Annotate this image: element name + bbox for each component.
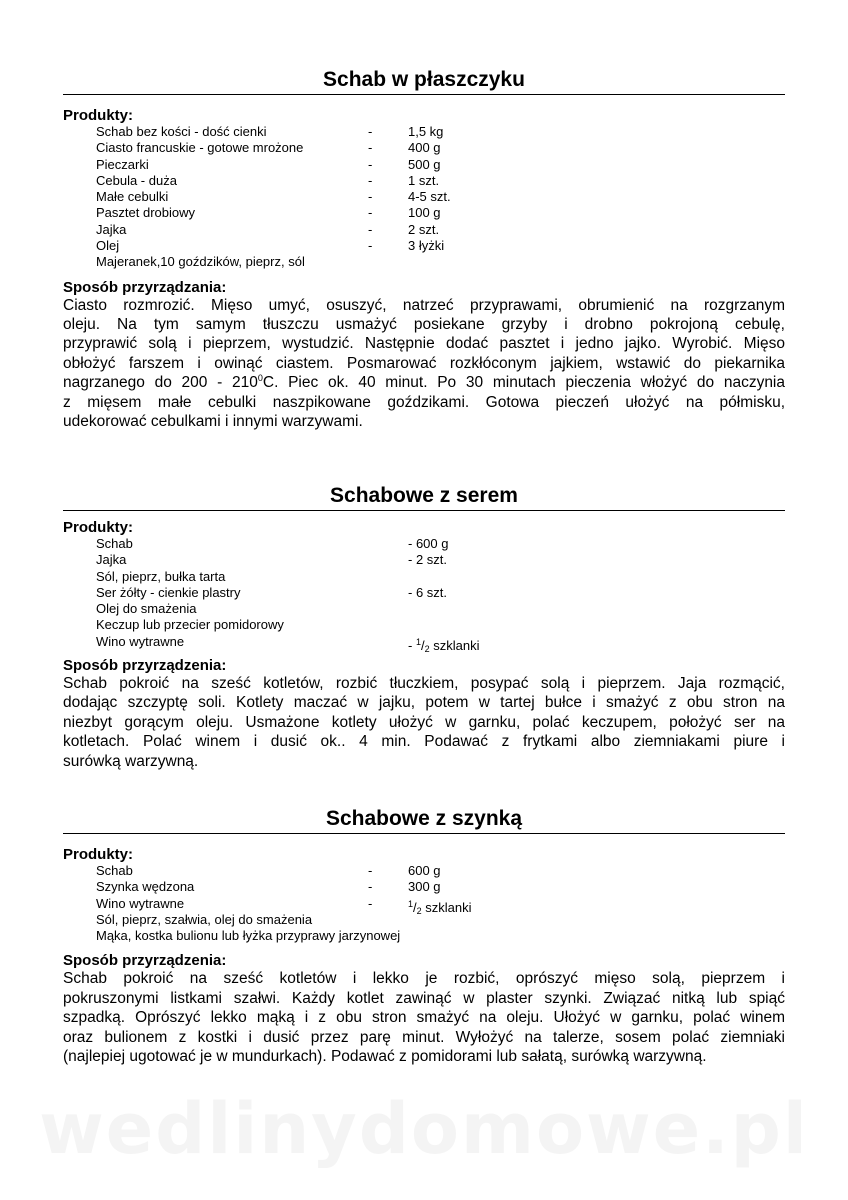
- ingredient-dash: -: [368, 238, 373, 254]
- method-line: pokruszonymi listkami szałwi. Każdy kotlet zawinąć w plaster szynki. Związać nitką lub spiąć: [63, 989, 785, 1007]
- ingredient-qty: - 2 szt.: [408, 552, 448, 568]
- method-label: Sposób przyrządzenia:: [63, 952, 227, 970]
- recipe-schabowe-z-szynka: [63, 807, 785, 1066]
- ingredient-qty: - 6 szt.: [408, 584, 448, 600]
- ingredient-name: Cebula - duża: [96, 172, 177, 188]
- method-line: oraz bulionem z kostki i dusić przez parę minut. Wyłożyć na talerze, sosem polać ziemniaki: [63, 1028, 785, 1046]
- ingredient-row: [63, 222, 785, 238]
- method-label: Sposób przyrządzania:: [63, 278, 227, 296]
- ingredient-dash: -: [368, 189, 373, 205]
- recipe-schabowe-z-serem: [63, 484, 785, 771]
- ingredient-row: [63, 617, 785, 633]
- ingredient-dash: -: [368, 124, 373, 139]
- fraction-denominator: 2: [424, 643, 430, 654]
- method-line: szpadką. Oprószyć lekko mąką i z obu stron smażyć na oleju. Ułożyć w garnku, polać winem: [63, 1009, 785, 1027]
- recipe-title: Schabowe z serem: [63, 484, 785, 511]
- ingredient-qty: 100 g: [408, 205, 441, 221]
- ingredient-row: [63, 254, 785, 270]
- ingredient-row: [63, 912, 785, 928]
- ingredient-qty: 3 łyżki: [408, 238, 445, 254]
- recipe-title: Schabowe z szynką: [63, 807, 785, 834]
- ingredient-qty: 2 szt.: [408, 221, 440, 237]
- ingredient-name: Majeranek,10 goździków, pieprz, sól: [96, 254, 305, 270]
- ingredient-name: Szynka wędzona: [96, 879, 195, 895]
- ingredient-qty: 1 szt.: [408, 172, 440, 188]
- ingredient-name: Olej: [96, 238, 120, 254]
- watermark: wedlinydomowe.pl: [39, 1088, 809, 1170]
- ingredient-name: Sól, pieprz, szałwia, olej do smażenia: [96, 911, 313, 927]
- products-label: Produkty:: [63, 846, 134, 863]
- ingredient-dash: -: [368, 879, 373, 895]
- fraction-numerator: 1: [415, 636, 421, 647]
- fraction-denominator: 2: [416, 905, 422, 916]
- method-line: (najlepiej ugotować je w mundurkach). Podawać z pomidorami lub sałatą, surówką warzywną.: [63, 1048, 707, 1066]
- method-line: Schab pokroić na sześć kotletów, rozbić tłuczkiem, posypać solą i pieprzem. Jaja rozmącić,: [63, 675, 785, 693]
- method-line-part: C. Piec ok. 40 minut. Po 30 minutach pieczenia włożyć do naczynia: [262, 374, 785, 392]
- ingredient-name: Schab: [96, 536, 133, 551]
- ingredient-dash: -: [368, 205, 373, 221]
- ingredient-qty: 300 g: [408, 879, 441, 895]
- ingredient-name: Keczup lub przecier pomidorowy: [96, 617, 284, 633]
- ingredient-name: Mąka, kostka bulionu lub łyżka przyprawy jarzynowej: [96, 928, 401, 944]
- ingredient-list: [63, 863, 785, 944]
- ingredient-dash: -: [408, 637, 416, 653]
- recipe-title: Schab w płaszczyku: [63, 68, 785, 95]
- method-line: Ciasto rozmrozić. Mięso umyć, osuszyć, natrzeć przyprawami, obrumienić na rozgrzanym: [63, 296, 785, 314]
- ingredient-qty: 4-5 szt.: [408, 189, 451, 205]
- ingredient-row: [63, 173, 785, 189]
- method-line: surówką warzywną.: [63, 752, 199, 770]
- ingredient-qty: 500 g: [408, 156, 441, 172]
- ingredient-row: [63, 157, 785, 173]
- ingredient-row: [63, 895, 785, 916]
- ingredient-row: [63, 205, 785, 221]
- method-line: udekorować cebulkami i innymi warzywami.: [63, 413, 363, 431]
- ingredient-name: Małe cebulki: [96, 189, 169, 205]
- ingredient-dash: -: [368, 895, 373, 911]
- ingredient-name: Schab: [96, 863, 133, 878]
- ingredient-row: [63, 238, 785, 254]
- ingredient-name: Jajka: [96, 552, 127, 568]
- ingredient-name: Schab bez kości - dość cienki: [96, 124, 267, 139]
- method-line: niezbyt gorącym oleju. Usmażone kotlety ułożyć w garnku, polać keczupem, położyć ser na: [63, 713, 785, 731]
- method-line: oleju. Na tym samym tłuszczu usmażyć posiekane grzyby i drobno pokrojoną cebulę,: [63, 316, 785, 334]
- ingredient-row: [63, 536, 785, 552]
- ingredient-name: Wino wytrawne: [96, 633, 185, 649]
- ingredient-row: [63, 585, 785, 601]
- ingredient-name: Sól, pieprz, bułka tarta: [96, 568, 226, 584]
- ingredient-dash: -: [368, 221, 373, 237]
- ingredient-row: [63, 601, 785, 617]
- ingredient-unit: szklanki: [421, 899, 472, 915]
- method-text: [63, 674, 785, 771]
- ingredient-qty: 400 g: [408, 140, 441, 156]
- method-text: [63, 296, 785, 432]
- method-line: [63, 373, 785, 392]
- ingredient-row: [63, 189, 785, 205]
- ingredient-qty: 1,5 kg: [408, 124, 444, 139]
- ingredient-qty: - 600 g: [408, 536, 449, 551]
- ingredient-dash: -: [368, 172, 373, 188]
- ingredient-qty: $^1$/2 szklanki: [408, 898, 472, 916]
- ingredient-name: Jajka: [96, 221, 127, 237]
- ingredient-row: [63, 928, 785, 944]
- fraction-numerator: 1: [408, 898, 414, 909]
- method-line: z mięsem małe cebulki naszpikowane goździkami. Gotowa pieczeń ułożyć na półmisku,: [63, 393, 785, 411]
- ingredient-unit: szklanki: [429, 637, 480, 653]
- ingredient-row: [63, 140, 785, 156]
- method-text: [63, 969, 785, 1066]
- ingredient-name: Pieczarki: [96, 156, 149, 172]
- ingredient-name: Ciasto francuskie - gotowe mrożone: [96, 140, 304, 156]
- ingredient-row: [63, 863, 785, 879]
- method-line: przyprawić solą i pieprzem, wystudzić. Następnie dodać pasztet i jedno jajko. Wyrobić. Mięso: [63, 335, 785, 353]
- ingredient-name: Olej do smażenia: [96, 601, 197, 617]
- method-line: kotletach. Polać winem i dusić ok.. 4 min. Podawać z frytkami albo ziemniakami piure i: [63, 733, 785, 751]
- products-label: Produkty:: [63, 519, 134, 536]
- ingredient-name: Wino wytrawne: [96, 895, 185, 911]
- degree-superscript: 0: [257, 373, 263, 384]
- products-label: Produkty:: [63, 107, 134, 124]
- ingredient-row: [63, 633, 785, 654]
- method-line: dodając szczyptę soli. Kotlety maczać w jajku, potem w tartej bułce i smażyć z obu stron na: [63, 694, 785, 712]
- ingredient-row: [63, 552, 785, 568]
- ingredient-name: Pasztet drobiowy: [96, 205, 195, 221]
- ingredient-row: [63, 124, 785, 140]
- ingredient-qty: - $^1$/2 szklanki: [408, 636, 480, 654]
- method-line: Schab pokroić na sześć kotletów i lekko je rozbić, oprószyć mięso solą, pieprzem i: [63, 970, 785, 988]
- ingredient-dash: -: [368, 156, 373, 172]
- method-line-part: nagrzanego do 200 - 210: [63, 374, 258, 392]
- recipe-schab-w-plaszczyku: [63, 68, 785, 431]
- ingredient-name: Ser żółty - cienkie plastry: [96, 584, 241, 600]
- ingredient-list: [63, 124, 785, 271]
- method-label: Sposób przyrządzenia:: [63, 657, 227, 675]
- ingredient-row: [63, 569, 785, 585]
- ingredient-dash: -: [368, 140, 373, 156]
- method-line: obłożyć farszem i owinąć ciastem. Posmarować rozkłóconym jajkiem, wstawić do piekarnika: [63, 354, 785, 372]
- ingredient-row: [63, 879, 785, 895]
- ingredient-qty: 600 g: [408, 863, 441, 878]
- ingredient-list: [63, 536, 785, 654]
- ingredient-dash: -: [368, 863, 373, 878]
